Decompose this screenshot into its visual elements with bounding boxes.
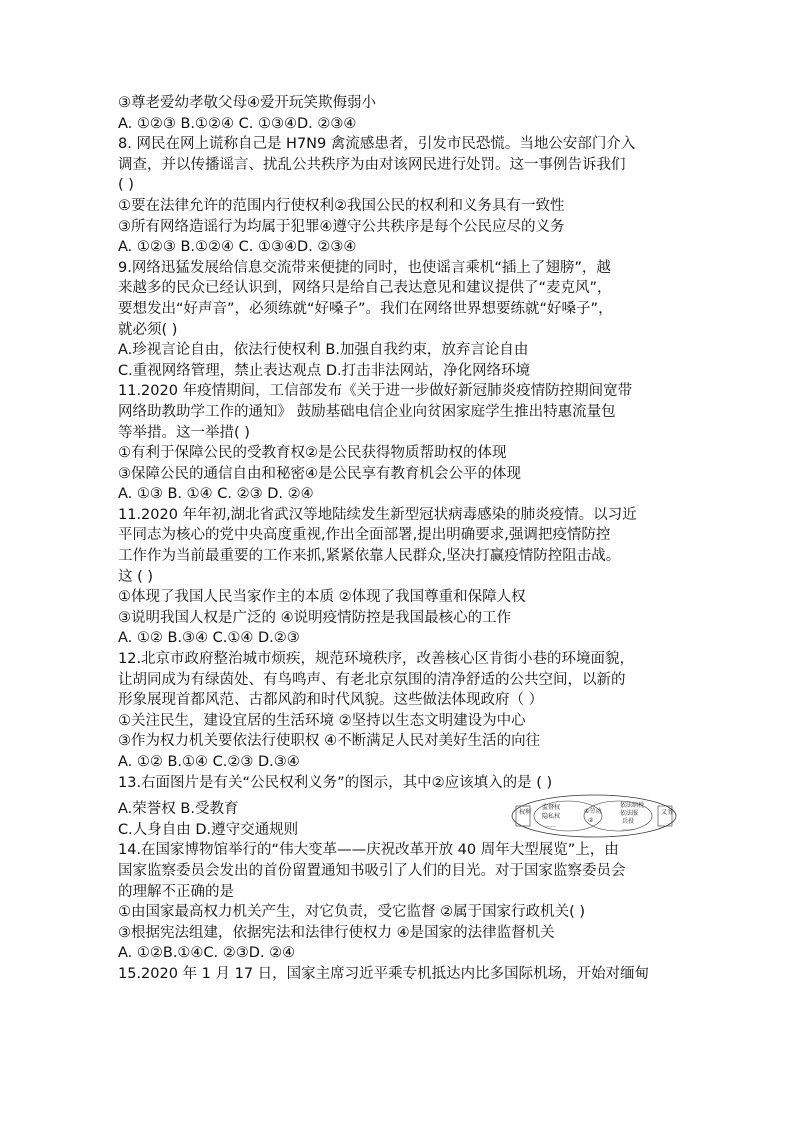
text-line: ③所有网络造谣行为均属于犯罪④遵守公共秩序是每个公民应尽的义务 [118, 218, 565, 235]
text-line: 让胡同成为有绿茵处、有鸟鸣声、有老北京氛围的清净舒适的公共空间，以新的 [118, 671, 626, 688]
question-13: 13.右面图片是有关“公民权利义务”的图示，其中②应该填入的是 ( ) [118, 774, 553, 791]
question-12: 12.北京市政府整治城市烦疾，规范环境秩序，改善核心区肯街小巷的环境面貌， [118, 651, 635, 668]
text-line: ③根据宪法组建，依据宪法和法律行使权力 ④是国家的法律监督机关 [118, 924, 555, 941]
text-line: ③尊老爱幼孝敬父母④爱开玩笑欺侮弱小 [118, 95, 376, 111]
text-line: ③作为权力机关要依法行使职权 ④不断满足人民对美好生活的向往 [118, 733, 541, 750]
answer-options: A. ①③ B. ①④ C. ②③ D. ②④ [118, 486, 314, 503]
answer-options: A.珍视言论自由，依法行使权利 B.加强自我约束，放弃言论自由 [118, 342, 529, 359]
text-line: ①关注民生，建设宜居的生活环境 ②坚持以生态文明建设为中心 [118, 712, 526, 729]
answer-options: A.荣誉权 B.受教育 [118, 801, 239, 818]
text-line: ①要在法律允许的范围内行使权利②我国公民的权利和义务具有一致性 [118, 197, 565, 214]
rights-dots: …… [544, 822, 556, 830]
overlap-label: ①劳动 [584, 808, 602, 816]
text-line: 网络助教助学工作的通知》 鼓励基础电信企业向贫困家庭学生推出特惠流量包 [118, 403, 616, 420]
text-line: 的理解不正确的是 [118, 883, 234, 900]
duty-item: 兵役 [622, 818, 635, 826]
text-line: 要想发出“好声音”，必须练就“好嗓子”。我们在网络世界想要练就“好嗓子”， [118, 300, 613, 317]
duty-item: 依法纳税 [620, 802, 645, 810]
outer-ellipse [512, 795, 676, 837]
text-line: 调查，并以传播谣言、扰乱公共秩序为由对该网民进行处罚。这一事例告诉我们 [118, 156, 626, 173]
exam-page [118, 93, 678, 985]
text-line: 形象展现首都风范、古都风韵和时代风貌。这些做法体现政府（ ） [118, 692, 544, 709]
answer-options: A. ①② B.③④ C.①④ D.②③ [118, 630, 300, 647]
answer-options: A. ①② B.①④ C.②③ D.③④ [118, 754, 300, 770]
diagram-svg [510, 793, 678, 839]
text-line: 工作作为当前最重要的工作来抓,紧紧依靠人民群众,坚决打赢疫情防控阻击战。 [118, 548, 621, 565]
text-line: ①有利于保障公民的受教育权②是公民获得物质帮助权的体现 [118, 445, 507, 462]
question-15: 15.2020 年 1 月 17 日，国家主席习近平乘专机抵达内比多国际机场，开始对缅甸 [118, 965, 650, 982]
question-11a: 11.2020 年疫情期间，工信部发布《关于进一步做好新冠肺炎疫情防控期间宽带 [118, 383, 633, 400]
overlap-label-2: ② [588, 817, 594, 825]
duties-dots: …… [622, 825, 634, 833]
answer-options: A. ①②③ B.①②④ C. ①③④D. ②③④ [118, 239, 357, 256]
right-item: 监督权 [542, 804, 561, 812]
text-line: 平同志为核心的党中央高度重视,作出全面部署,提出明确要求,强调把疫情防控 [118, 527, 611, 544]
lines-block [118, 93, 678, 793]
text-line: 就必须( ) [118, 321, 178, 338]
right-label: 义务 [661, 809, 674, 817]
text-line: 国家监察委员会发出的首份留置通知书吸引了人们的目光。对于国家监察委员会 [118, 862, 626, 879]
text-line: 来越多的民众已经认识到，网络只是给自己表达意见和建议提供了“麦克风”， [118, 280, 612, 297]
text-line: ③保障公民的通信自由和秘密④是公民享有教育机会公平的体现 [118, 465, 521, 482]
question-14: 14.在国家博物馆举行的“伟大变革——庆祝改革开放 40 周年大型展览”上，由 [118, 842, 619, 859]
lines-block-2 [118, 840, 678, 984]
question-11b: 11.2020 年年初,湖北省武汉等地陆续发生新型冠状病毒感染的肺炎疫情。以习近 [118, 506, 637, 523]
answer-options: C.人身自由 D.遵守交通规则 [118, 821, 299, 838]
question-13-options [118, 799, 678, 840]
answer-options: A. ①②B.①④C. ②③D. ②④ [118, 945, 296, 962]
text-line: ③说明我国人权是广泛的 ④说明疫情防控是我国最核心的工作 [118, 609, 512, 626]
answer-blank: ( ) [118, 177, 134, 194]
right-item: 隐私权 [542, 813, 561, 821]
answer-options: C.重视网络管理，禁止表达观点 D.打击非法网站，净化网络环境 [118, 362, 531, 379]
text-line: ①由国家最高权力机关产生，对它负责，受它监督 ②属于国家行政机关( ) [118, 904, 586, 921]
text-line: ①体现了我国人民当家作主的本质 ②体现了我国尊重和保障人权 [118, 589, 526, 606]
text-line: 等举措。这一举措( ) [118, 424, 250, 441]
text-line: 这 ( ) [118, 568, 154, 585]
question-9: 9.网络迅猛发展给信息交流带来便捷的同时，也使谣言乘机“插上了翅膀”，越 [118, 259, 611, 276]
question-8: 8. 网民在网上谎称自己是 H7N9 禽流感患者，引发市民恐慌。当地公安部门介入 [118, 136, 636, 153]
rights-duties-diagram [510, 793, 678, 839]
answer-options: A. ①②③ B.①②④ C. ①③④D. ②③④ [118, 115, 357, 132]
left-label: 权利 [519, 809, 532, 817]
duty-item: 依法服 [620, 810, 639, 818]
